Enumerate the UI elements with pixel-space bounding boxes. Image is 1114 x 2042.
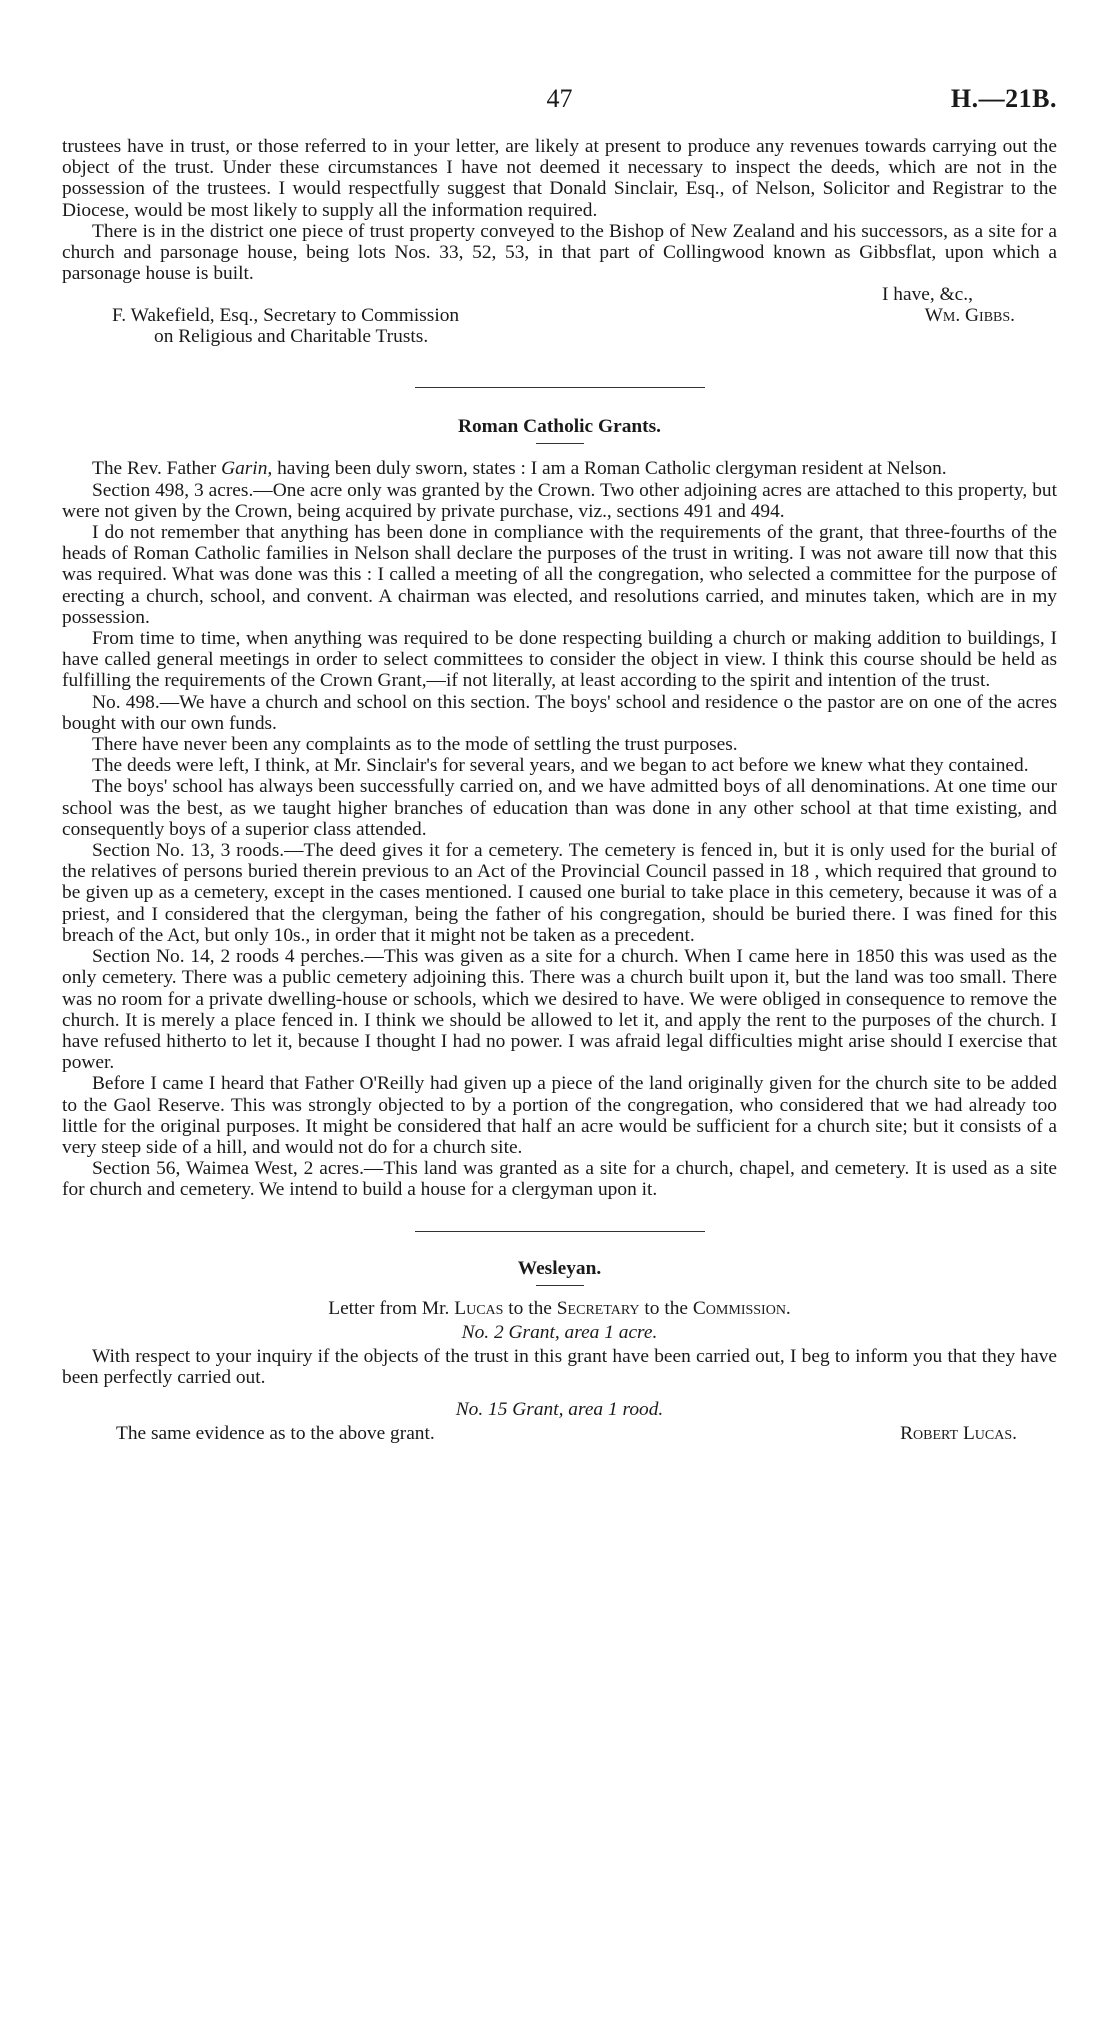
gibbs-letter (62, 136, 1057, 356)
section-divider (415, 387, 705, 388)
intro-text: The Rev. Father (92, 458, 222, 480)
paragraph: Before I came I heard that Father O'Reilly had given up a piece of the land originally given for the church site to be added to the Gaol Reserve. This was strongly objected to by a portion of the congregation, who considered that we had already too little for the original purposes. It might be considered that half an acre would be sufficient for a church site; but it consists of a very steep side of a hill, and would not do for a church site. (62, 1073, 1057, 1158)
paragraph: There have never been any complaints as to the mode of settling the trust purposes. (92, 734, 738, 756)
closing-line (62, 1423, 1057, 1445)
letter-title-text: to the (503, 1297, 557, 1319)
paragraph: No. 498.—We have a church and school on this section. The boys' school and residence o the pastor are on one of the acres bought with our own funds. (62, 691, 1057, 734)
page-number: 47 (546, 84, 573, 113)
intro-paragraph (62, 458, 1057, 479)
closing: I have, &c., (882, 284, 973, 306)
heading-underline (536, 443, 584, 444)
grant-text: The same evidence as to the above grant. (116, 1422, 435, 1444)
paragraph: From time to time, when anything was required to be done respecting building a church or making addition to buildings, I have called general meetings in order to select committees to consider the object in view. I think this course should be held as fulfilling the requirements of the Crown Grant,—if not literally, at least according to the spirit and intention of the trust. (62, 628, 1057, 692)
wesleyan-section (62, 1258, 1057, 1445)
paragraph: With respect to your inquiry if the objects of the trust in this grant have been carried out, I beg to inform you that they have been perfectly carried out. (62, 1345, 1057, 1389)
recipient-title: Secretary (556, 1297, 640, 1319)
document-reference: H.—21B. (950, 84, 1057, 113)
section-heading: Roman Catholic Grants. (457, 416, 662, 438)
paragraph: Section 56, Waimea West, 2 acres.—This land was granted as a site for a church, chapel, and cemetery. It is used as a site for church and cemetery. We intend to build a house for a clergyman upon it. (62, 1158, 1057, 1201)
letter-title-text: to the (639, 1297, 693, 1319)
letter-signoff (62, 284, 1057, 356)
page-header (62, 84, 1057, 124)
grant-title: No. 2 Grant, area 1 acre. (461, 1321, 658, 1343)
paragraph: Section No. 13, 3 roods.—The deed gives it for a cemetery. The cemetery is fenced in, but it is only used for the burial of the relatives of persons buried therein previous to an Act of the Provincial Council passed in 18 , which required that ground to be given up as a cemetery, except in the cases mentioned. I caused one burial to take place in this cemetery, because it was of a priest, and I considered that the clergyman, being the father of his congregation, should be buried there. I was fined for this breach of the Act, but only 10s., in order that it might not be taken as a precedent. (62, 840, 1057, 946)
heading-underline (536, 1285, 584, 1286)
paragraph: There is in the district one piece of trust property conveyed to the Bishop of New Zealand and his successors, as a site for a church and parsonage house, being lots Nos. 33, 52, 53, in that part of Collingwood known as Gibbsflat, upon which a parsonage house is built. (62, 220, 1057, 285)
witness-name: Garin, (221, 458, 273, 480)
signature: Wm. Gibbs. (924, 305, 1015, 327)
grant-title: No. 15 Grant, area 1 rood. (455, 1399, 664, 1421)
addressee-continued: on Religious and Charitable Trusts. (154, 326, 429, 348)
commission-title: Commission. (692, 1297, 791, 1319)
paragraph: trustees have in trust, or those referred to in your letter, are likely at present to produce any revenues towards carrying out the object of the trust. Under these circumstances I have not deemed it necessary to inspect the deeds, which are not in the possession of the trustees. I would respectfully suggest that Donald Sinclair, Esq., of Nelson, Solicitor and Registrar to the Diocese, would be most likely to supply all the information required. (62, 136, 1057, 221)
roman-catholic-section (62, 416, 1057, 1200)
section-divider (415, 1231, 705, 1232)
signature: Robert Lucas. (900, 1422, 1017, 1444)
paragraph: Section 498, 3 acres.—One acre only was granted by the Crown. Two other adjoining acres are attached to this property, but were not given by the Crown, being acquired by private purchase, viz., sections 491 and 494. (62, 479, 1057, 522)
letter-title (62, 1298, 1057, 1319)
letter-title-text: Letter from Mr. (328, 1297, 455, 1319)
paragraph: Section No. 14, 2 roods 4 perches.—This was given as a site for a church. When I came here in 1850 this was used as the only cemetery. There was a public cemetery adjoining this. There was a church built upon it, but the land was too small. There was no room for a private dwelling-house or schools, which we desired to have. We were obliged in consequence to remove the church. It is merely a place fenced in. I think we should be allowed to let it, and apply the rent to the purposes of the church. I have refused hitherto to let it, because I thought I had no power. I was afraid legal difficulties might arise should I exercise that power. (62, 946, 1057, 1074)
document-page (62, 84, 1057, 1445)
section-heading: Wesleyan. (517, 1257, 602, 1279)
paragraph: I do not remember that anything has been done in compliance with the requirements of the grant, that three-fourths of the heads of Roman Catholic families in Nelson shall declare the purposes of the trust in writing. I was not aware till now that this was required. What was done was this : I called a meeting of all the congregation, who selected a committee for the purpose of erecting a church, school, and convent. A chairman was elected, and resolutions carried, and minutes taken, which are in my possession. (62, 522, 1057, 628)
intro-text-rest: having been duly sworn, states : I am a Roman Catholic clergyman resident at Nelson. (272, 458, 947, 480)
sender-name: Lucas (454, 1297, 504, 1319)
addressee: F. Wakefield, Esq., Secretary to Commission (112, 305, 460, 327)
paragraph: The boys' school has always been successfully carried on, and we have admitted boys of all denominations. At one time our school was the best, as we taught higher branches of education than was done in any other school at that time existing, and consequently boys of a superior class attended. (62, 776, 1057, 840)
paragraph: The deeds were left, I think, at Mr. Sinclair's for several years, and we began to act before we knew what they contained. (92, 755, 1029, 777)
